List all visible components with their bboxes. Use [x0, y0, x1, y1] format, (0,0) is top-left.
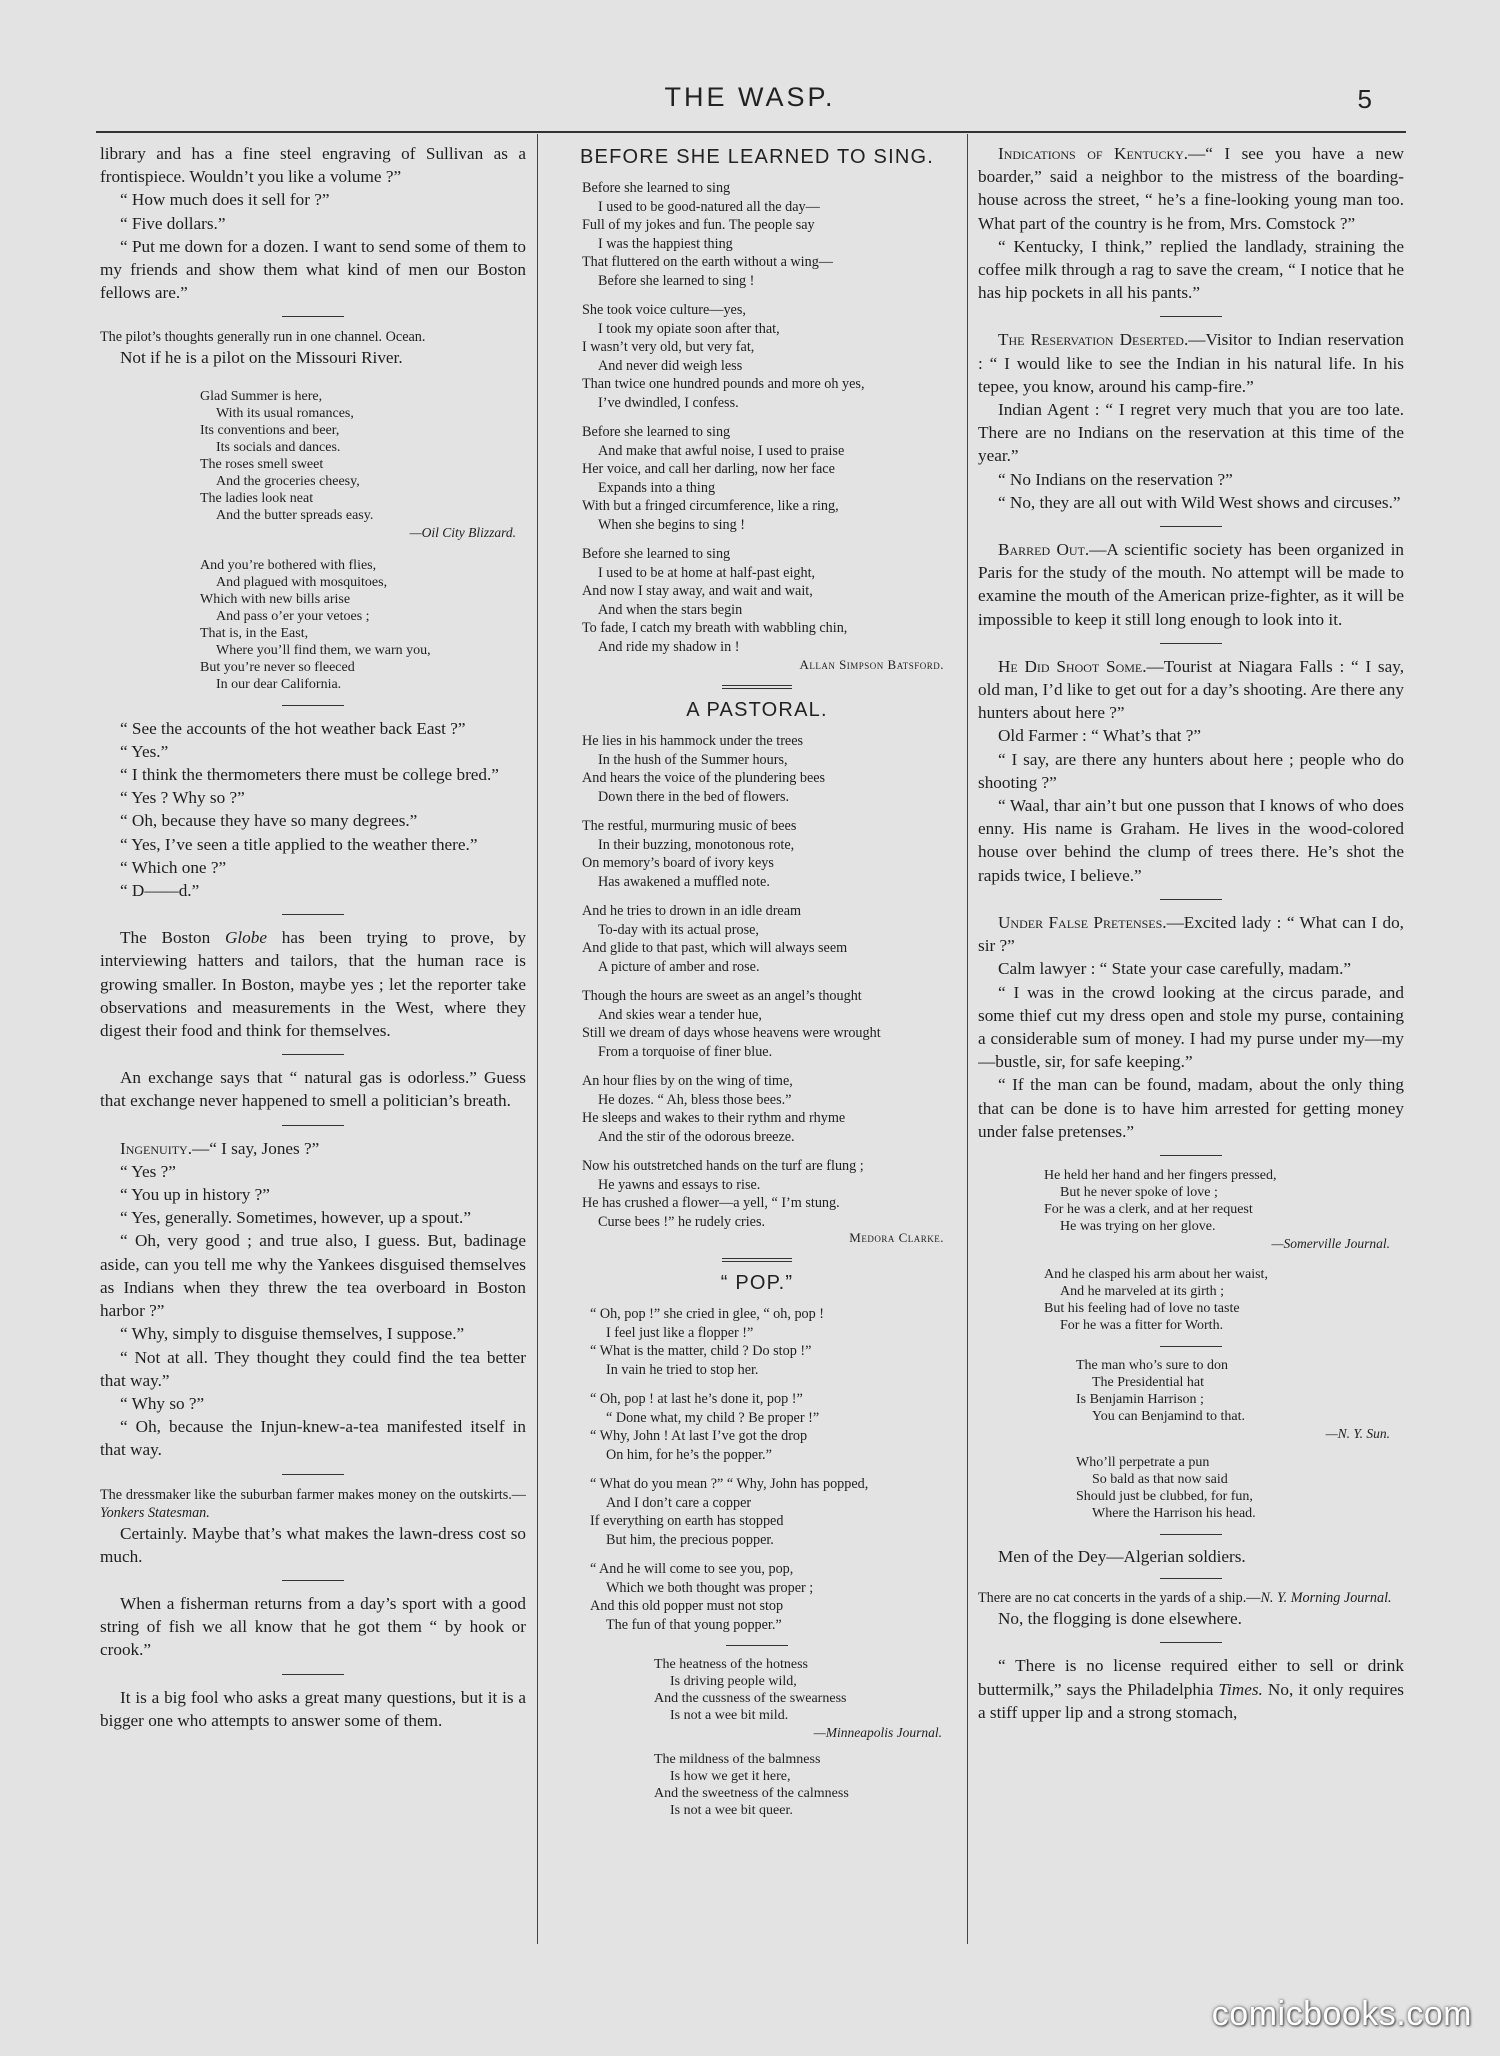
poem-line: And he clasped his arm about her waist, — [1044, 1266, 1268, 1282]
attribution: —Oil City Blizzard. — [409, 524, 516, 540]
poem-line: Though the hours are sweet as an angel’s thought — [582, 988, 862, 1004]
poem-heatness — [548, 1656, 966, 1819]
poem-line: When she begins to sing ! — [598, 516, 745, 533]
separator — [282, 1125, 344, 1126]
attribution: Allan Simpson Batsford. — [799, 657, 944, 672]
poem-line: And he tries to drown in an idle dream — [582, 903, 802, 919]
poem-line: In their buzzing, monotonous rote, — [598, 836, 795, 853]
poem-line: The restful, murmuring music of bees — [582, 818, 797, 834]
poem-line: The fun of that young popper.” — [606, 1616, 782, 1633]
poem-line: Is how we get it here, — [670, 1769, 791, 1784]
poem-line: To fade, I catch my breath with wabbling chin, — [582, 620, 848, 636]
poem-line: Expands into a thing — [598, 479, 716, 496]
poem-line: Has awakened a muffled note. — [598, 873, 770, 890]
paragraph: “ Yes, generally. Sometimes, however, up a spout.” — [120, 1208, 471, 1228]
paragraph: “ Yes ? Why so ?” — [120, 788, 245, 808]
separator — [282, 914, 344, 915]
poem-line: Her voice, and call her darling, now her face — [582, 461, 835, 477]
poem-line: Should just be clubbed, for fun, — [1076, 1488, 1253, 1504]
column-2 — [548, 142, 966, 1962]
poem-line: For he was a fitter for Worth. — [1060, 1317, 1224, 1333]
stanza — [1044, 1167, 1404, 1235]
separator — [282, 1580, 344, 1581]
paragraph: “ Yes.” — [120, 741, 169, 761]
poem-line: “ Done what, my child ? Be proper !” — [606, 1409, 820, 1426]
poem-line: To-day with its actual prose, — [598, 921, 759, 938]
poem-line: And never did weigh less — [598, 357, 743, 374]
poem-glad-summer — [100, 388, 526, 693]
paragraph: Indications of Kentucky.—“ I see you have a new boarder,” said a neighbor to the mistress of the boarding-house across the street, “ he’s a fine-looking young man too. What part of the country is he from, Mrs. Comstock ?” — [978, 144, 1404, 233]
poem-line: In vain he tried to stop her. — [606, 1361, 759, 1378]
separator — [726, 1645, 788, 1646]
paragraph: “ Not at all. They thought they could find the tea better that way.” — [100, 1347, 526, 1390]
poem-pop — [548, 1305, 966, 1634]
poem-line: Its socials and dances. — [216, 439, 341, 455]
column-rule-1 — [537, 134, 538, 1944]
poem-line: “ Why, John ! At last I’ve got the drop — [590, 1428, 808, 1444]
paragraph: Ingenuity.—“ I say, Jones ?” — [120, 1138, 320, 1158]
poem-line: Where you’ll find them, we warn you, — [216, 642, 431, 658]
stanza — [582, 1072, 966, 1146]
paragraph: “ Oh, because they have so many degrees.” — [120, 811, 418, 831]
poem-line: Who’ll perpetrate a pun — [1076, 1454, 1210, 1470]
poem-line: Is driving people wild, — [670, 1674, 797, 1689]
paragraph: Barred Out.—A scientific society has been organized in Paris for the study of the mouth. No attempt will be made to examine the mouth of the American prize-fighter, as it will be impossible to keep it still long enough to look into it. — [978, 540, 1404, 629]
paragraph: “ Why, simply to disguise themselves, I suppose.” — [120, 1324, 465, 1344]
quote-paragraph: There are no cat concerts in the yards of a ship.—N. Y. Morning Journal. — [978, 1590, 1392, 1607]
poem-line: Before she learned to sing — [582, 546, 731, 562]
separator — [1160, 1346, 1222, 1347]
stanza — [582, 179, 966, 290]
poem-harrison — [978, 1357, 1404, 1522]
poem-line: With but a fringed circumference, like a ring, — [582, 498, 839, 514]
stanza — [590, 1305, 966, 1379]
stanza — [654, 1751, 966, 1819]
poem-line: I’ve dwindled, I confess. — [598, 394, 739, 411]
stanza — [1076, 1454, 1404, 1522]
poem-line: I used to be at home at half-past eight, — [598, 564, 816, 581]
poem-line: Still we dream of days whose heavens were wrought — [582, 1025, 881, 1041]
poem-line: Is not a wee bit mild. — [670, 1708, 789, 1723]
poem-line: Full of my jokes and fun. The people say — [582, 217, 815, 233]
poem-line: He was trying on her glove. — [1060, 1218, 1216, 1234]
poem-line: That is, in the East, — [200, 625, 309, 641]
poem-line: Down there in the bed of flowers. — [598, 788, 790, 805]
separator — [282, 1674, 344, 1675]
poem-line: He has crushed a flower—a yell, “ I’m stung. — [582, 1195, 840, 1211]
poem-line: I took my opiate soon after that, — [598, 320, 780, 337]
poem-line: Where the Harrison his head. — [1092, 1505, 1256, 1521]
poem-line: So bald as that now said — [1092, 1471, 1228, 1487]
poem-line: He lies in his hammock under the trees — [582, 733, 804, 749]
poem-line: For he was a clerk, and at her request — [1044, 1201, 1253, 1217]
poem-line: And the butter spreads easy. — [216, 507, 374, 523]
poem-line: And glide to that past, which will always seem — [582, 940, 848, 956]
poem-line: And you’re bothered with flies, — [200, 557, 377, 573]
paragraph: An exchange says that “ natural gas is odorless.” Guess that exchange never happened to smell a politician’s breath. — [100, 1068, 526, 1111]
poem-line: In the hush of the Summer hours, — [598, 751, 788, 768]
poem-line: Glad Summer is here, — [200, 388, 323, 404]
poem-line: I used to be good-natured all the day— — [598, 198, 820, 215]
column-1 — [100, 142, 526, 1962]
separator — [282, 316, 344, 317]
separator — [282, 705, 344, 706]
poem-line: I wasn’t very old, but very fat, — [582, 339, 755, 355]
separator — [1160, 316, 1222, 317]
poem-line: And hears the voice of the plundering bees — [582, 770, 826, 786]
paragraph: Old Farmer : “ What’s that ?” — [998, 726, 1202, 746]
paragraph: Not if he is a pilot on the Missouri River. — [120, 348, 403, 368]
poem-line: The Presidential hat — [1092, 1374, 1204, 1390]
paragraph: “ Put me down for a dozen. I want to send some of them to my friends and show them what kind of men our Boston fellows are.” — [100, 236, 526, 303]
paragraph: “ Five dollars.” — [120, 213, 226, 233]
stanza — [1044, 1266, 1404, 1334]
paragraph: “ If the man can be found, madam, about the only thing that can be done is to have him arrested for getting money under false pretenses.” — [978, 1075, 1404, 1141]
paragraph: It is a big fool who asks a great many questions, but it is a bigger one who attempts to answer some of them. — [100, 1687, 526, 1730]
poem-line: And skies wear a tender hue, — [598, 1006, 762, 1023]
heading-pop: “ POP.” — [720, 1272, 794, 1294]
separator — [1160, 1578, 1222, 1579]
stanza — [582, 545, 966, 656]
poem-line: And ride my shadow in ! — [598, 638, 740, 655]
poem-line: But he never spoke of love ; — [1060, 1184, 1218, 1200]
watermark-logo: comicbooks.com — [1211, 1995, 1472, 2033]
poem-line: And plagued with mosquitoes, — [216, 574, 388, 590]
double-rule — [722, 1258, 792, 1262]
poem-line: The mildness of the balmness — [654, 1752, 821, 1767]
poem-line: And I don’t care a copper — [606, 1494, 752, 1511]
poem-line: He held her hand and her fingers pressed, — [1044, 1167, 1277, 1183]
stanza — [590, 1475, 966, 1549]
poem-line: You can Benjamind to that. — [1092, 1408, 1245, 1424]
poem-line: Is not a wee bit queer. — [670, 1803, 793, 1818]
paragraph: The Boston Globe has been trying to prove, by interviewing hatters and tailors, that the human race is growing smaller. In Boston, maybe yes ; let the reporter take observations and measurements in the West, where they digest their food and think for themselves. — [100, 928, 526, 1041]
stanza — [582, 987, 966, 1061]
poem-line: She took voice culture—yes, — [582, 302, 746, 318]
paragraph: “ Oh, very good ; and true also, I guess. But, badinage aside, can you tell me why the Yankees disguised themselves as Indians when they threw the tea overboard in Boston harbor ?” — [100, 1231, 526, 1321]
poem-line: I was the happiest thing — [598, 235, 733, 252]
double-rule — [722, 685, 792, 689]
separator — [1160, 1155, 1222, 1156]
stanza — [654, 1656, 966, 1724]
poem-line: “ What is the matter, child ? Do stop !” — [590, 1343, 812, 1359]
attribution: —Somerville Journal. — [1271, 1235, 1390, 1251]
separator — [1160, 526, 1222, 527]
poem-line: I feel just like a flopper !” — [606, 1324, 754, 1341]
stanza — [582, 301, 966, 412]
paragraph: “ No, they are all out with Wild West shows and circuses.” — [998, 492, 1401, 512]
separator — [1160, 1534, 1222, 1535]
paragraph: “ You up in history ?” — [120, 1185, 270, 1205]
poem-line: And the cussness of the swearness — [654, 1691, 847, 1706]
poem-line: And when the stars begin — [598, 601, 743, 618]
poem-line: Which we both thought was proper ; — [606, 1579, 814, 1596]
paragraph: “ I think the thermometers there must be college bred.” — [120, 765, 499, 785]
attribution: Medora Clarke. — [849, 1230, 944, 1245]
poem-line: And pass o’er your vetoes ; — [216, 608, 370, 624]
page-title: THE WASP. — [664, 82, 836, 112]
poem-line: The heatness of the hotness — [654, 1657, 808, 1672]
separator — [1160, 1642, 1222, 1643]
paragraph: “ No Indians on the reservation ?” — [998, 469, 1233, 489]
paragraph: When a fisherman returns from a day’s sport with a good string of fish we all know that he got them “ by hook or crook.” — [100, 1593, 526, 1660]
poem-line: If everything on earth has stopped — [590, 1513, 784, 1529]
paragraph: “ See the accounts of the hot weather back East ?” — [120, 718, 466, 738]
poem-line: Than twice one hundred pounds and more oh yes, — [582, 376, 865, 392]
poem-before-she-learned — [548, 179, 966, 656]
paragraph: “ How much does it sell for ?” — [120, 190, 330, 210]
poem-line: And the stir of the odorous breeze. — [598, 1128, 795, 1145]
poem-line: And make that awful noise, I used to praise — [598, 442, 845, 459]
paragraph: No, the flogging is done elsewhere. — [998, 1609, 1242, 1629]
stanza — [582, 1157, 966, 1231]
poem-line: But you’re never so fleeced — [200, 659, 355, 675]
header-rule — [96, 131, 1406, 133]
paragraph: “ Yes ?” — [120, 1161, 176, 1181]
paragraph: “ Which one ?” — [120, 857, 227, 877]
separator — [1160, 899, 1222, 900]
poem-line: On him, for he’s the popper.” — [606, 1446, 772, 1463]
poem-line: But him, the precious popper. — [606, 1531, 774, 1548]
paragraph: “ There is no license required either to sell or drink buttermilk,” says the Philadelphia Times. No, it only requires a stiff upper lip and a strong stomach, — [978, 1656, 1404, 1722]
column-3 — [978, 142, 1404, 1962]
poem-line: Is Benjamin Harrison ; — [1076, 1391, 1204, 1407]
paragraph: “ Kentucky, I think,” replied the landlady, straining the coffee milk through a rag to save the cream, “ I notice that he has hip pockets in all his pants.” — [978, 236, 1404, 303]
poem-line: He sleeps and wakes to their rythm and rhyme — [582, 1110, 846, 1126]
stanza — [582, 732, 966, 806]
poem-line: “ And he will come to see you, pop, — [590, 1561, 794, 1577]
poem-line: Which with new bills arise — [200, 591, 351, 607]
paragraph: Indian Agent : “ I regret very much that you are too late. There are no Indians on the reservation at this time of the year.” — [978, 400, 1404, 466]
poem-line: An hour flies by on the wing of time, — [582, 1073, 793, 1089]
poem-line: From a torquoise of finer blue. — [598, 1043, 773, 1060]
paragraph: Calm lawyer : “ State your case carefully, madam.” — [998, 959, 1351, 979]
stanza — [582, 902, 966, 976]
poem-line: In our dear California. — [216, 676, 342, 692]
paragraph: Certainly. Maybe that’s what makes the lawn-dress cost so much. — [100, 1523, 526, 1566]
quote-paragraph: The pilot’s thoughts generally run in one channel. Ocean. — [100, 329, 426, 346]
poem-line: And this old popper must not stop — [590, 1598, 784, 1614]
poem-line: Now his outstretched hands on the turf are flung ; — [582, 1158, 864, 1174]
separator — [282, 1054, 344, 1055]
poem-line: “ Oh, pop ! at last he’s done it, pop !” — [590, 1391, 803, 1407]
paragraph: “ Waal, thar ain’t but one pusson that I knows of who does enny. His name is Graham. He lives in the wood-colored house over behind the clump of trees there. He’s shot the rapids twice, I believe.” — [978, 796, 1404, 885]
paragraph: “ Why so ?” — [120, 1393, 205, 1413]
heading-a-pastoral: A PASTORAL. — [686, 699, 828, 721]
paragraph: “ Yes, I’ve seen a title applied to the weather there.” — [120, 834, 478, 854]
poem-line: And he marveled at its girth ; — [1060, 1283, 1225, 1299]
paragraph: “ Oh, because the Injun-knew-a-tea manifested itself in that way. — [100, 1417, 526, 1460]
paragraph: The Reservation Deserted.—Visitor to Indian reservation : “ I would like to see the Indian in his natural life. In his tepee, you know, around his camp-fire.” — [978, 330, 1404, 396]
poem-a-pastoral — [548, 732, 966, 1231]
column-rule-2 — [967, 134, 968, 1944]
poem-line: Before she learned to sing — [582, 424, 731, 440]
poem-line: He dozes. “ Ah, bless those bees.” — [598, 1091, 792, 1108]
stanza — [582, 423, 966, 534]
poem-line: On memory’s board of ivory keys — [582, 855, 774, 871]
stanza — [590, 1390, 966, 1464]
poem-line: “ Oh, pop !” she cried in glee, “ oh, pop ! — [590, 1306, 825, 1322]
paragraph: library and has a fine steel engraving of Sullivan as a frontispiece. Wouldn’t you like a volume ?” — [100, 144, 526, 187]
poem-line: Curse bees !” he rudely cries. — [598, 1213, 766, 1230]
poem-line: But his feeling had of love no taste — [1044, 1300, 1240, 1316]
quote-paragraph: The dressmaker like the suburban farmer makes money on the outskirts.—Yonkers Statesman. — [100, 1486, 526, 1521]
poem-line: And the sweetness of the calmness — [654, 1786, 849, 1801]
stanza — [582, 817, 966, 891]
stanza — [1076, 1357, 1404, 1425]
poem-line: Before she learned to sing — [582, 180, 731, 196]
heading-before-she-learned: BEFORE SHE LEARNED TO SING. — [580, 146, 934, 168]
paragraph: “ I was in the crowd looking at the circus parade, and some thief cut my dress open and stole my purse, containing a considerable sum of money. I had my purse under my—my—bustle, sir, for safe keeping.” — [978, 982, 1404, 1072]
poem-line: With its usual romances, — [216, 405, 354, 421]
paragraph: “ I say, are there any hunters about here ; people who do shooting ?” — [978, 749, 1404, 792]
attribution: —N. Y. Sun. — [1325, 1425, 1390, 1441]
separator — [1160, 643, 1222, 644]
paragraph: He Did Shoot Some.—Tourist at Niagara Falls : “ I say, old man, I’d like to get out for a day’s shooting. Are there any hunters about here ?” — [978, 656, 1404, 723]
stanza — [200, 557, 526, 693]
attribution: —Minneapolis Journal. — [813, 1725, 942, 1740]
poem-line: The roses smell sweet — [200, 456, 324, 472]
poem-line: A picture of amber and rose. — [598, 958, 760, 975]
page-number: 5 — [1357, 84, 1372, 114]
poem-line: He yawns and essays to rise. — [598, 1176, 761, 1193]
paragraph: Men of the Dey—Algerian soldiers. — [998, 1546, 1246, 1566]
paragraph: Under False Pretenses.—Excited lady : “ What can I do, sir ?” — [978, 912, 1404, 956]
poem-glove — [978, 1167, 1404, 1334]
paragraph: “ D——d.” — [120, 881, 200, 901]
stanza — [200, 388, 526, 524]
poem-line: Before she learned to sing ! — [598, 272, 755, 289]
poem-line: And now I stay away, and wait and wait, — [582, 583, 813, 599]
poem-line: “ What do you mean ?” “ Why, John has popped, — [590, 1476, 869, 1492]
poem-line: Its conventions and beer, — [200, 422, 340, 438]
poem-line: The ladies look neat — [200, 490, 314, 506]
stanza — [590, 1560, 966, 1634]
poem-line: And the groceries cheesy, — [216, 473, 360, 489]
poem-line: The man who’s sure to don — [1076, 1357, 1229, 1373]
separator — [282, 1474, 344, 1475]
poem-line: That fluttered on the earth without a wing— — [582, 254, 833, 270]
